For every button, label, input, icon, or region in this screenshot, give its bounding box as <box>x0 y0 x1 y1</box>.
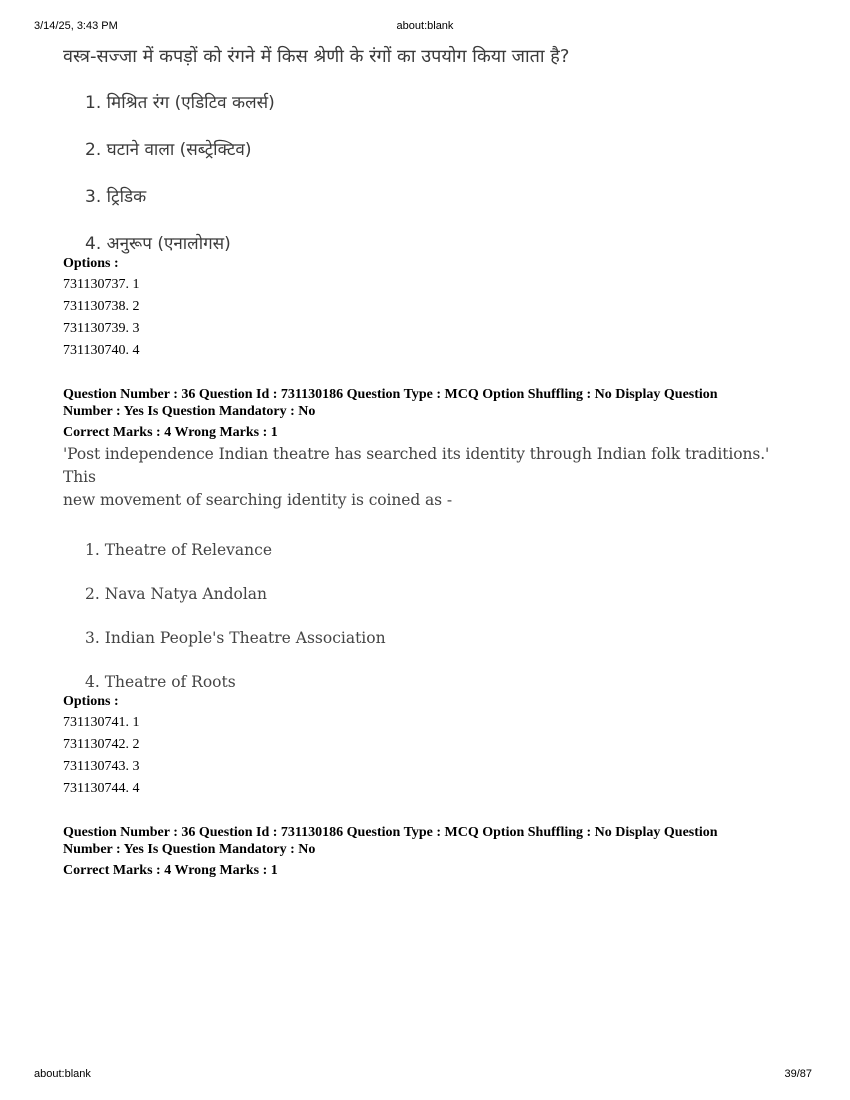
question-meta: Question Number : 36 Question Id : 731130186 Question Type : MCQ Option Shuffling : No Display Question <box>63 825 718 840</box>
question-stem <box>63 443 793 512</box>
option-id: 731130739. 3 <box>63 321 140 336</box>
question-choice: 3. Indian People's Theatre Association <box>85 629 386 647</box>
print-header <box>0 20 850 34</box>
page-content <box>63 42 793 881</box>
page-number: 39/87 <box>784 1068 812 1080</box>
print-footer <box>0 1068 850 1082</box>
question-marks: Correct Marks : 4 Wrong Marks : 1 <box>63 425 278 440</box>
option-id: 731130742. 2 <box>63 737 140 752</box>
question-marks: Correct Marks : 4 Wrong Marks : 1 <box>63 863 278 878</box>
question-meta: Number : Yes Is Question Mandatory : No <box>63 404 316 419</box>
question-choice: 1. Theatre of Relevance <box>85 541 272 559</box>
print-datetime: 3/14/25, 3:43 PM <box>34 20 118 32</box>
question-choice: 4. Theatre of Roots <box>85 673 236 691</box>
question-stem: वस्त्र-सज्जा में कपड़ों को रंगने में किस श्रेणी के रंगों का उपयोग किया जाता है? <box>63 46 570 67</box>
option-id: 731130741. 1 <box>63 715 140 730</box>
question-stem-line: 'Post independence Indian theatre has searched its identity through Indian folk traditions.' This <box>63 445 770 486</box>
question-meta-block <box>63 824 793 881</box>
question-meta: Question Number : 36 Question Id : 731130186 Question Type : MCQ Option Shuffling : No Display Question <box>63 387 718 402</box>
option-id: 731130743. 3 <box>63 759 140 774</box>
option-id: 731130744. 4 <box>63 781 140 796</box>
question-image-english <box>63 443 793 704</box>
options-label: Options : <box>63 694 119 709</box>
question-meta: Number : Yes Is Question Mandatory : No <box>63 842 316 857</box>
question-image-hindi <box>63 42 793 268</box>
question-choice: 1. मिश्रित रंग (एडिटिव कलर्स) <box>85 93 275 113</box>
print-url-footer: about:blank <box>34 1068 91 1080</box>
option-id: 731130738. 2 <box>63 299 140 314</box>
question-choice: 3. ट्रिडिक <box>85 187 147 207</box>
question-choice: 2. घटाने वाला (सब्ट्रेक्टिव) <box>85 140 252 160</box>
options-label: Options : <box>63 256 119 271</box>
option-id: 731130737. 1 <box>63 277 140 292</box>
question-choice: 4. अनुरूप (एनालोगस) <box>85 234 231 254</box>
option-id: 731130740. 4 <box>63 343 140 358</box>
question-meta-block <box>63 386 793 443</box>
question-choice: 2. Nava Natya Andolan <box>85 585 268 603</box>
print-url-header: about:blank <box>396 20 454 32</box>
question-stem-line: new movement of searching identity is coined as - <box>63 491 452 509</box>
